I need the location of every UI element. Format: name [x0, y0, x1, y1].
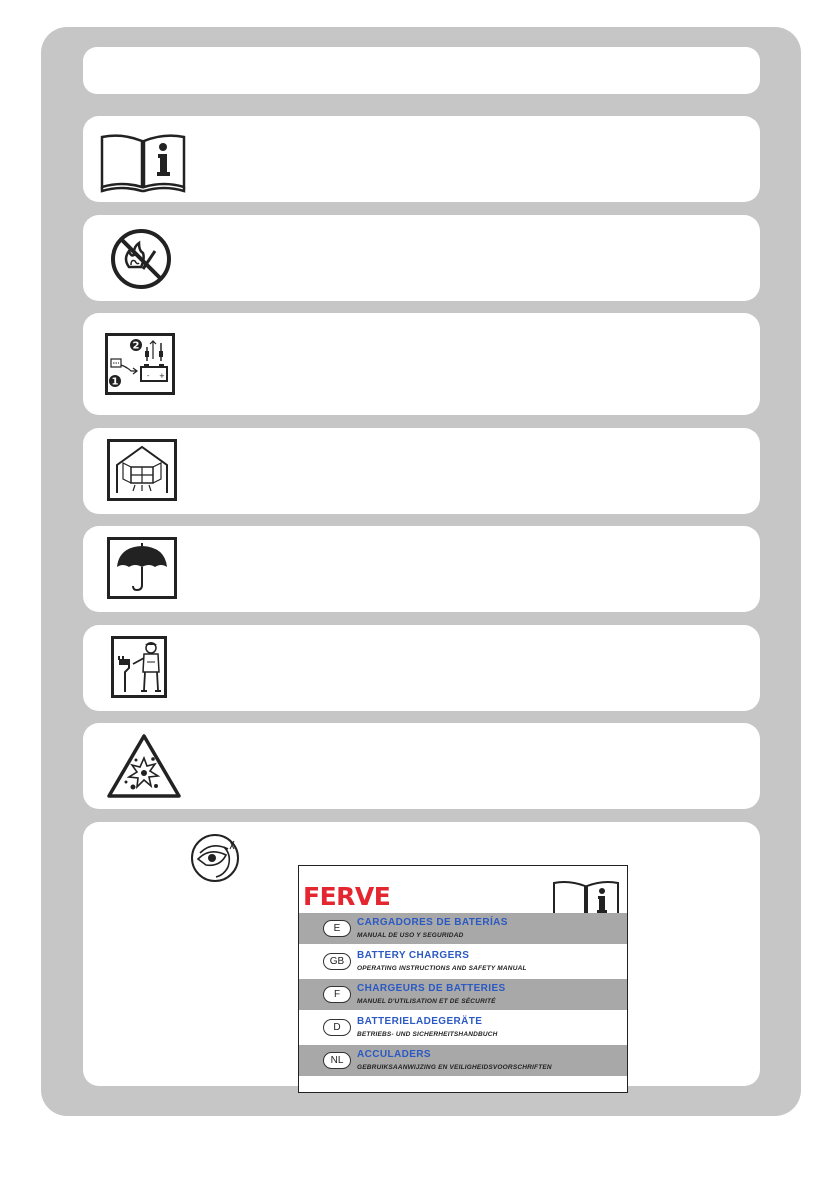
language-title: BATTERY CHARGERS — [357, 950, 470, 961]
language-title: CARGADORES DE BATERÍAS — [357, 917, 508, 928]
language-row-nl — [299, 1045, 627, 1076]
language-code: NL — [323, 1052, 351, 1069]
keep-dry-icon — [107, 537, 177, 599]
language-title: ACCULADERS — [357, 1049, 431, 1060]
svg-text:-: - — [147, 372, 150, 380]
panel-explosion-hazard — [83, 723, 760, 809]
svg-text:+: + — [159, 372, 165, 380]
language-code: F — [323, 986, 351, 1003]
language-row-f — [299, 979, 627, 1010]
read-manual-icon — [98, 127, 188, 193]
pictogram-sheet — [41, 27, 801, 1116]
header-panel — [83, 47, 760, 94]
brand-logo: FERVE — [303, 882, 391, 911]
language-row-gb — [299, 946, 627, 977]
panel-read-manual — [83, 116, 760, 202]
panel-no-open-flame — [83, 215, 760, 301]
eye-protection-icon — [190, 833, 240, 883]
language-subtitle: BETRIEBS- UND SICHERHEITSHANDBUCH — [357, 1031, 498, 1038]
step-one-label: 1 — [111, 376, 119, 388]
explosion-hazard-icon — [106, 732, 182, 800]
language-code: D — [323, 1019, 351, 1036]
manual-cover — [298, 865, 628, 1093]
language-title: BATTERIELADEGERÄTE — [357, 1016, 483, 1027]
step-two-label: 2 — [132, 340, 140, 352]
panel-keep-dry — [83, 526, 760, 612]
connection-order-icon — [105, 333, 175, 395]
language-row-e — [299, 913, 627, 944]
ventilated-room-icon — [107, 439, 177, 501]
language-subtitle: MANUAL DE USO Y SEGURIDAD — [357, 932, 464, 939]
panel-ventilated-room — [83, 428, 760, 514]
language-code: E — [323, 920, 351, 937]
language-subtitle: GEBRUIKSAANWIJZING EN VEILIGHEIDSVOORSCHRIFTEN — [357, 1064, 552, 1071]
language-subtitle: OPERATING INSTRUCTIONS AND SAFETY MANUAL — [357, 965, 527, 972]
no-open-flame-icon — [109, 227, 173, 291]
panel-manual-cover — [83, 822, 760, 1086]
language-subtitle: MANUEL D'UTILISATION ET DE SÉCURITÉ — [357, 998, 496, 1005]
unplug-before-service-icon — [111, 636, 167, 698]
panel-connection-order — [83, 313, 760, 415]
language-row-d — [299, 1012, 627, 1043]
language-title: CHARGEURS DE BATTERIES — [357, 983, 506, 994]
language-code: GB — [323, 953, 351, 970]
panel-unplug — [83, 625, 760, 711]
